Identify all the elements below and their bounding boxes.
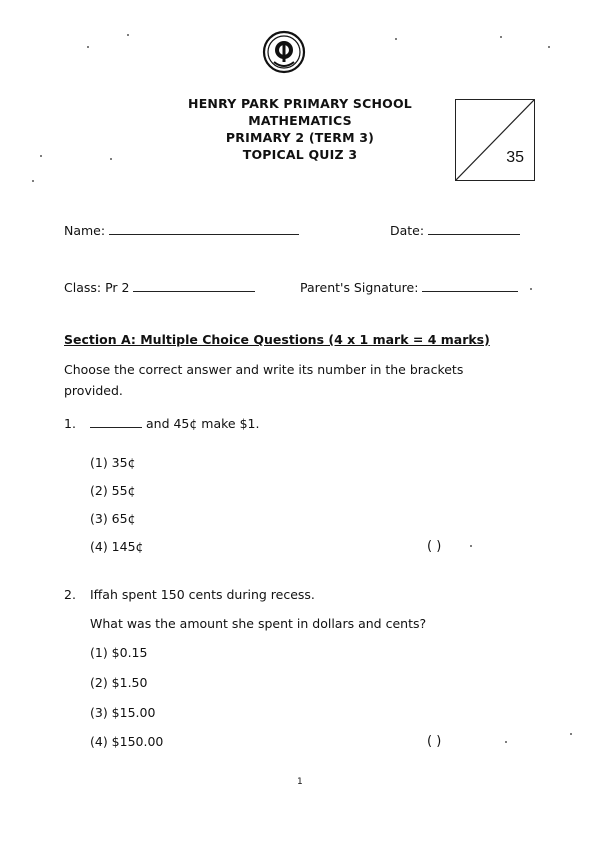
class-field bbox=[64, 280, 255, 295]
scan-speck bbox=[32, 180, 34, 182]
score-box bbox=[455, 99, 535, 181]
scan-speck bbox=[570, 733, 572, 735]
question-2-option-2: (2) $1.50 bbox=[90, 675, 148, 690]
question-1-text: and 45¢ make $1. bbox=[145, 416, 260, 431]
date-field bbox=[390, 223, 520, 238]
question-2-option-4: (4) $150.00 bbox=[90, 734, 164, 749]
name-label: Name: bbox=[64, 223, 106, 238]
question-1-option-4: (4) 145¢ bbox=[90, 539, 144, 554]
question-1-option-3: (3) 65¢ bbox=[90, 511, 136, 526]
signature-field bbox=[300, 280, 518, 295]
scan-speck bbox=[127, 34, 129, 36]
question-2-subtext: What was the amount she spent in dollars and cents? bbox=[90, 616, 427, 631]
class-blank-line[interactable] bbox=[133, 290, 255, 292]
scan-speck bbox=[87, 46, 89, 48]
date-label: Date: bbox=[390, 223, 425, 238]
instruction-line-1: Choose the correct answer and write its number in the brackets bbox=[64, 362, 464, 377]
section-a-title: Section A: Multiple Choice Questions (4 x 1 mark = 4 marks) bbox=[64, 332, 490, 347]
score-diagonal-line bbox=[456, 100, 534, 180]
question-1-stem bbox=[90, 416, 259, 431]
name-blank-line[interactable] bbox=[109, 233, 299, 235]
question-1-answer-bracket[interactable]: ( ) bbox=[427, 539, 442, 554]
question-1-blank-line[interactable] bbox=[90, 426, 142, 428]
question-2-text: Iffah spent 150 cents during recess. bbox=[90, 587, 315, 602]
question-2-option-1: (1) $0.15 bbox=[90, 645, 148, 660]
scan-speck bbox=[500, 36, 502, 38]
question-1-option-2: (2) 55¢ bbox=[90, 483, 136, 498]
scan-speck bbox=[530, 288, 532, 290]
quiz-title: TOPICAL QUIZ 3 bbox=[242, 147, 358, 162]
class-label: Class: Pr 2 bbox=[64, 280, 130, 295]
name-field bbox=[64, 223, 299, 238]
scan-speck bbox=[40, 155, 42, 157]
question-2-option-3: (3) $15.00 bbox=[90, 705, 156, 720]
scan-speck bbox=[505, 741, 507, 743]
scan-speck bbox=[548, 46, 550, 48]
subject-title: MATHEMATICS bbox=[248, 113, 352, 128]
scan-speck bbox=[110, 158, 112, 160]
scan-speck bbox=[470, 545, 472, 547]
instruction-line-2: provided. bbox=[64, 383, 123, 398]
date-blank-line[interactable] bbox=[428, 233, 520, 235]
level-term: PRIMARY 2 (TERM 3) bbox=[225, 130, 375, 145]
score-total: 35 bbox=[506, 149, 524, 166]
school-crest-logo bbox=[262, 30, 306, 74]
document-header bbox=[150, 95, 450, 163]
signature-blank-line[interactable] bbox=[422, 290, 518, 292]
signature-label: Parent's Signature: bbox=[300, 280, 419, 295]
scan-speck bbox=[395, 38, 397, 40]
question-2-answer-bracket[interactable]: ( ) bbox=[427, 734, 442, 749]
question-1-option-1: (1) 35¢ bbox=[90, 455, 136, 470]
question-1-number: 1. bbox=[64, 416, 76, 431]
school-name: HENRY PARK PRIMARY SCHOOL bbox=[188, 96, 412, 111]
question-2-number: 2. bbox=[64, 587, 76, 602]
page-number: 1 bbox=[297, 777, 303, 787]
